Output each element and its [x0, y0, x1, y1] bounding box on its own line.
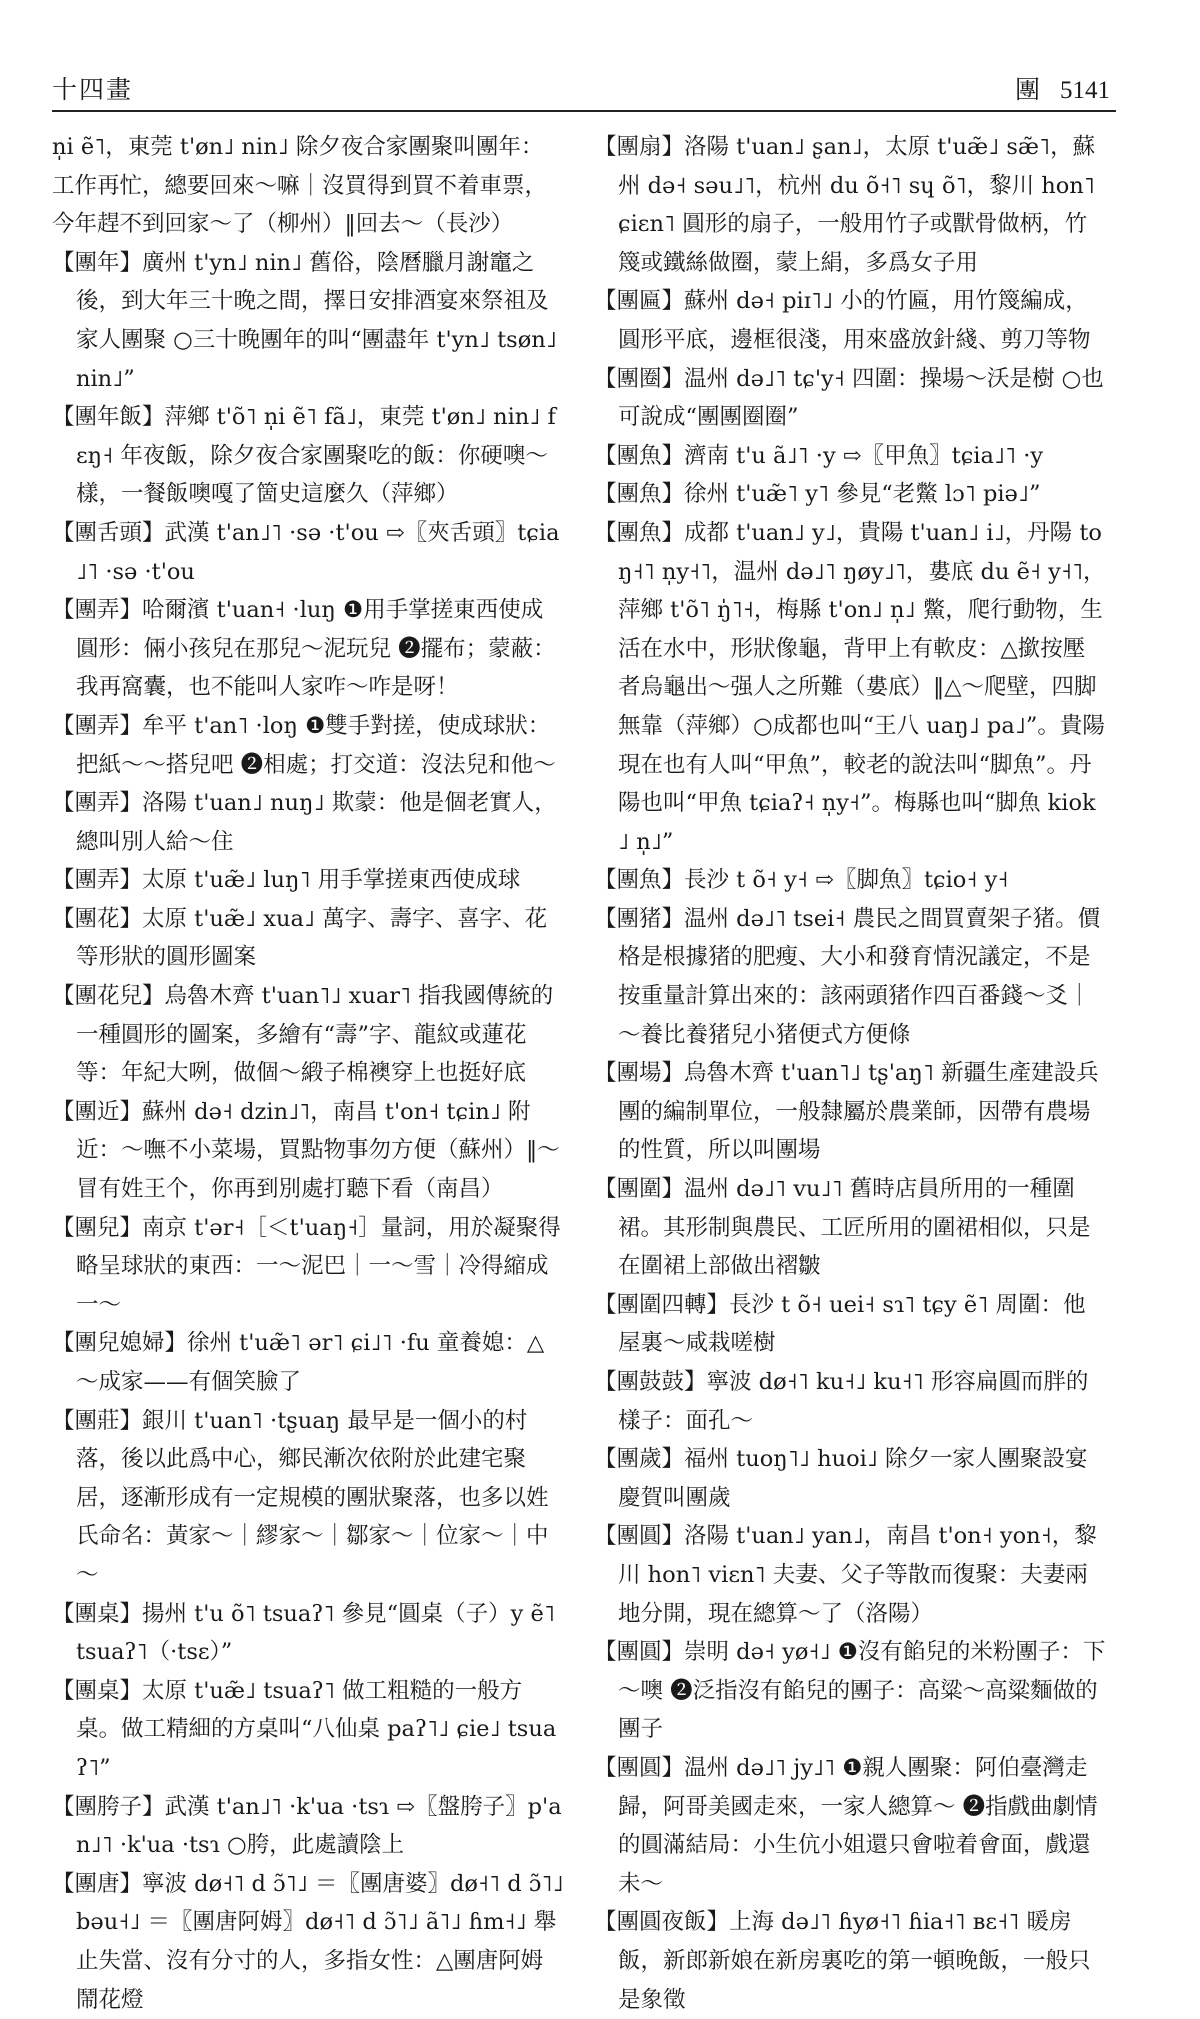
entry-text: 寧波 dø˧˥ ku˧˩ ku˧˥ 形容扁圓而胖的樣子：面孔～ [618, 1369, 1089, 1434]
dictionary-entry [52, 861, 564, 900]
entry-text: 寧波 dø˧˥ d ɔ̃˥˩ ＝〖團唐婆〗dø˧˥ d ɔ̃˥˩ bəu˧˩ ＝〖團唐阿姆〗dø˧˥ d ɔ̃˥˩ ã˥˩ ɦm˧˩ 舉止失當、沒有分寸的人，多指女性：△團唐阿姆鬧花燈 [76, 1870, 564, 2013]
entry-headword: 【團胯子】 [52, 1793, 165, 1820]
dictionary-entry [52, 900, 564, 977]
entry-text: 武漢 t'an˩˥ ·sə ·t'ou ⇨〖夾舌頭〗tɕia˩˥ ·sə ·t'ou [76, 519, 560, 585]
entry-headword: 【團弄】 [52, 597, 143, 624]
dictionary-entry [594, 1903, 1106, 2019]
entry-text: 烏魯木齊 t'uan˥˩ tʂ'aŋ˥ 新疆生產建設兵團的編制單位，一般隸屬於農業師，因帶有農場的性質，所以叫團場 [618, 1060, 1099, 1164]
entry-text: 福州 tuoŋ˥˩ huoi˩ 除夕一家人團聚設宴慶賀叫團歲 [618, 1446, 1088, 1511]
dictionary-entry [52, 707, 564, 784]
dictionary-entry [52, 128, 564, 244]
right-column [594, 128, 1106, 2019]
dictionary-entry [52, 1209, 564, 1325]
dictionary-entry [594, 475, 1106, 514]
entry-text: 南京 t'ər˧［＜t'uaŋ˧］量詞，用於凝聚得略呈球狀的東西：一～泥巴｜一～雪｜冷得縮成一～ [76, 1214, 561, 1318]
entry-text: 太原 t'uæ̃˩ luŋ˥ 用手掌搓東西使成球 [142, 867, 521, 894]
entry-text: 太原 t'uæ̃˩ xua˩ 萬字、壽字、喜字、花等形狀的圓形圖案 [76, 905, 548, 971]
entry-text: 太原 t'uæ̃˩ tsuaʔ˥ 做工粗糙的一般方桌。做工精細的方桌叫“八仙桌 paʔ˥˩ ɕie˩ tsuaʔ˥” [76, 1677, 557, 1781]
entry-headword: 【團歲】 [594, 1446, 685, 1473]
entry-headword: 【團年】 [52, 249, 143, 276]
entry-text: 濟南 t'u ã˩˥ ·y ⇨〖甲魚〗tɕia˩˥ ·y [684, 442, 1044, 469]
dictionary-entry [594, 1363, 1106, 1440]
entry-text: n̩i ẽ˥，東莞 t'øn˩ nin˩ 除夕夜合家團聚叫團年：工作再忙，總要回來～嘛｜沒買得到買不着車票，今年趕不到回家～了（柳州）‖回去～（長沙） [52, 134, 548, 238]
entry-headword: 【團鼓鼓】 [594, 1369, 707, 1395]
entry-headword: 【團圍四轉】 [594, 1291, 730, 1318]
entry-headword: 【團圈】 [594, 365, 685, 392]
entry-text: 萍鄉 t'õ˥ n̩i ẽ˥ fã˩，東莞 t'øn˩ nin˩ fɛŋ˧ 年夜飯，除夕夜合家團聚吃的飯：你硬噢～樣，一餐飯噢嘎了箇史這麼久（萍鄉） [76, 404, 556, 508]
dictionary-entry [594, 900, 1106, 1054]
dictionary-entry [594, 1286, 1106, 1363]
dictionary-entry [594, 1170, 1106, 1286]
entry-headword: 【團匾】 [594, 288, 685, 315]
entry-text: 温州 də˩˥ tɕ'y˧ 四圍：操場～沃是樹 ○也可說成“團團圈圈” [618, 365, 1104, 431]
entry-text: 長沙 t õ˧ y˧ ⇨〖脚魚〗tɕio˧ y˧ [684, 867, 1009, 894]
entry-headword: 【團弄】 [52, 790, 143, 817]
entry-text: 牟平 t'an˥ ·loŋ ❶雙手對搓，使成球狀：把紙～～搭兒吧 ❷相處；打交道：沒法兒和他～ [76, 712, 556, 778]
entry-headword: 【團舌頭】 [52, 519, 165, 546]
entry-text: 洛陽 t'uan˩ nuŋ˩ 欺蒙：他是個老實人，總叫別人給～住 [76, 790, 557, 855]
entry-headword: 【團兒】 [52, 1214, 143, 1241]
entry-headword: 【團弄】 [52, 712, 143, 739]
dictionary-entry [52, 1402, 564, 1595]
dictionary-entry [594, 861, 1106, 900]
dictionary-entry [52, 398, 564, 514]
entry-text: 蘇州 də˧ piɪ˥˩ 小的竹匾，用竹篾編成，圓形平底，邊框很淺，用來盛放針綫、剪刀等物 [618, 288, 1091, 353]
entry-headword: 【團圍】 [594, 1176, 685, 1203]
dictionary-entry [52, 591, 564, 707]
entry-text: 徐州 t'uæ̃˥ ər˥ ɕi˩˥ ·fu 童養媳：△～成家——有個笑臉了 [76, 1330, 545, 1395]
dictionary-entry [594, 1054, 1106, 1170]
entry-text: 崇明 də˧ yø˧˩ ❶沒有餡兒的米粉團子：下～噢 ❷泛指沒有餡兒的團子：高粱～高粱麵做的團子 [618, 1639, 1106, 1743]
dictionary-entry [594, 1440, 1106, 1517]
entry-text: 成都 t'uan˩ y˩，貴陽 t'uan˩ i˩，丹陽 toŋ˧˥ n̩y˧˥，温州 də˩˥ ŋøy˩˥，婁底 du ẽ˧ y˧˥，萍鄉 t'õ˥ ŋ̍˥˧，梅縣 t'on˩ n̩˩ 鱉，爬行動物，生活在水中，形狀像龜，背甲上有軟皮：△撳按壓者烏龜出～强人之所難（婁底）‖△～爬壁，四脚無靠（萍鄉）○成都也叫“王八 uaŋ˩ pa˩”。貴陽現在也有人叫“甲魚”，較老的說法叫“脚魚”。丹陽也叫“甲魚 tɕiaʔ˧ n̩y˧”。梅縣也叫“脚魚 kiok˩ n̩˩” [618, 519, 1106, 855]
page-header [52, 70, 1116, 110]
entry-text: 銀川 t'uan˥ ·tʂuaŋ 最早是一個小的村落，後以此爲中心，鄉民漸次依附於此建宅聚居，逐漸形成有一定規模的團狀聚落，也多以姓氏命名：黃家～｜繆家～｜鄒家～｜位家～｜中～ [76, 1407, 549, 1588]
dictionary-entry [594, 360, 1106, 437]
entry-headword: 【團弄】 [52, 867, 143, 894]
dictionary-entry [52, 1595, 564, 1672]
dictionary-entry [52, 1672, 564, 1788]
entry-headword: 【團桌】 [52, 1677, 143, 1704]
dictionary-entry [52, 784, 564, 861]
entry-headword: 【團近】 [52, 1098, 143, 1125]
dictionary-entry [52, 514, 564, 591]
entry-headword: 【團圓】 [594, 1639, 685, 1666]
entry-text: 長沙 t õ˧ uei˧ sɿ˥ tɕy ẽ˥ 周圍：他屋裏～咸栽嗟樹 [618, 1291, 1086, 1357]
section-label: 十四畫 [52, 75, 134, 104]
header-char: 團 [1014, 75, 1040, 104]
header-rule [52, 110, 1116, 112]
entry-text: 武漢 t'an˩˥ ·k'ua ·tsɿ ⇨〖盤胯子〗p'an˩˥ ·k'ua ·tsɿ ○胯，此處讀陰上 [76, 1793, 562, 1859]
dictionary-entry [52, 1788, 564, 1865]
entry-headword: 【團場】 [594, 1060, 685, 1087]
entry-headword: 【團魚】 [594, 481, 685, 508]
entry-headword: 【團花兒】 [52, 983, 165, 1010]
entry-headword: 【團魚】 [594, 519, 685, 546]
entry-headword: 【團圓】 [594, 1523, 685, 1550]
entry-text: 洛陽 t'uan˩ yan˩，南昌 t'on˧ yon˧，黎川 hon˥ viɛn˥ 夫妻、父子等散而復聚：夫妻兩地分開，現在總算～了（洛陽） [618, 1523, 1097, 1627]
entry-text: 烏魯木齊 t'uan˥˩ xuar˥ 指我國傳統的一種圓形的圖案，多繪有“壽”字、龍紋或蓮花等：年紀大咧，做個～緞子棉襖穿上也挺好底 [76, 983, 554, 1087]
dictionary-entry [594, 437, 1106, 476]
entry-text: 蘇州 də˧ dzin˩˥，南昌 t'on˧ tɕin˩ 附近：～嘸不小菜場，買點物事勿方便（蘇州）‖～冒有姓王个，你再到別處打聽下看（南昌） [76, 1098, 560, 1203]
dictionary-entry [594, 1633, 1106, 1749]
entry-text: 上海 də˩˥ ɦyø˧˥ ɦia˧˥ ʙɛ˧˥ 暖房飯，新郎新娘在新房裏吃的第一頓晚飯，一般只是象徵 [618, 1909, 1091, 2013]
dictionary-entry [594, 514, 1106, 861]
entry-text: 廣州 t'yn˩ nin˩ 舊俗，陰曆臘月謝竈之後，到大年三十晚之間，擇日安排酒宴來祭祖及家人團聚 ○三十晚團年的叫“團盡年 t'yn˩ tsøn˩ nin˩” [76, 249, 557, 392]
entry-headword: 【團猪】 [594, 905, 685, 932]
entry-headword: 【團唐】 [52, 1870, 143, 1897]
entry-text: 温州 də˩˥ jy˩˥ ❶親人團聚：阿伯臺灣走歸，阿哥美國走來，一家人總算～ ❷指戲曲劇情的圓滿結局：小生伉小姐還只會啦着會面，戲還未～ [618, 1754, 1098, 1897]
entry-headword: 【團兒媳婦】 [52, 1330, 188, 1357]
entry-headword: 【團扇】 [594, 134, 685, 160]
page-label [1015, 70, 1110, 106]
dictionary-entry [594, 1749, 1106, 1903]
dictionary-entry [52, 1093, 564, 1209]
entry-text: 温州 də˩˥ vu˩˥ 舊時店員所用的一種圍裙。其形制與農民、工匠所用的圍裙相似，只是在圍裙上部做出褶皺 [618, 1176, 1091, 1280]
dictionary-entry [52, 244, 564, 398]
entry-text: 洛陽 t'uan˩ ʂan˩，太原 t'uæ̃˩ sæ̃˥，蘇州 də˧ səu˩˥，杭州 du õ˧˥ sɥ õ˥，黎川 hon˥ ɕiɛn˥ 圓形的扇子，一般用竹子或獸骨做柄，竹篾或鐵絲做圈，蒙上絹，多爲女子用 [618, 134, 1096, 276]
entry-headword: 【團魚】 [594, 867, 685, 894]
entry-text: 哈爾濱 t'uan˧ ·luŋ ❶用手掌搓東西使成圓形：倆小孩兒在那兒～泥玩兒 ❷擺布；蒙蔽：我再窩囊，也不能叫人家咋～咋是呀！ [76, 597, 556, 701]
dictionary-entry [594, 1517, 1106, 1633]
entry-headword: 【團桌】 [52, 1600, 143, 1627]
entry-headword: 【團圓】 [594, 1754, 685, 1781]
dictionary-entry [594, 282, 1106, 359]
entry-headword: 【團年飯】 [52, 404, 165, 431]
entry-text: 揚州 t'u õ˥ tsuaʔ˥ 參見“圓桌（子）y ẽ˥ tsuaʔ˥（·tsɛ）” [76, 1600, 555, 1666]
dictionary-entry [52, 977, 564, 1093]
entry-headword: 【團莊】 [52, 1407, 143, 1434]
entry-headword: 【團魚】 [594, 442, 685, 469]
entry-headword: 【團圓夜飯】 [594, 1909, 730, 1936]
dictionary-entry [52, 1865, 564, 2019]
entry-text: 徐州 t'uæ̃˥ y˥ 參見“老鱉 lɔ˥ piə˩” [684, 481, 1041, 508]
dictionary-entry [594, 128, 1106, 282]
entry-text: 温州 də˩˥ tsei˧ 農民之間買賣架子猪。價格是根據猪的肥瘦、大小和發育情況議定，不是按重量計算出來的：該兩頭猪作四百番錢～爻｜～養比養猪兒小猪便式方便條 [618, 905, 1101, 1048]
dictionary-entry [52, 1324, 564, 1401]
left-column [52, 128, 564, 2019]
entry-headword: 【團花】 [52, 905, 143, 932]
page-number: 5141 [1060, 77, 1110, 104]
